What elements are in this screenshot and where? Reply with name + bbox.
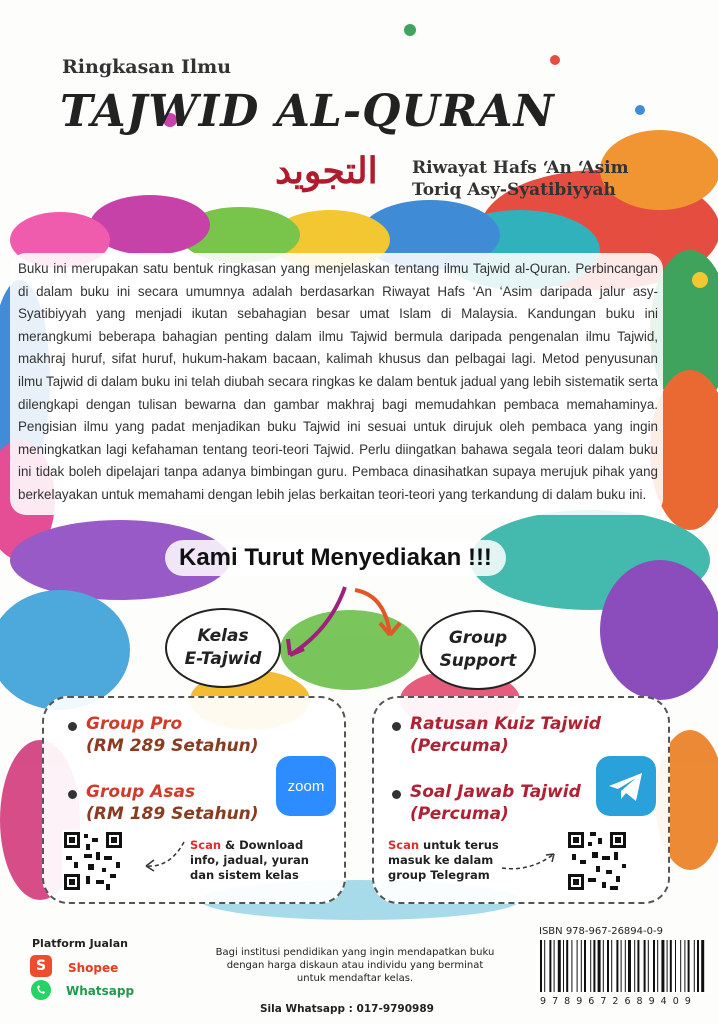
bullet-icon bbox=[68, 722, 77, 731]
riwayat-line: Riwayat Hafs ‘An ‘Asim bbox=[412, 158, 629, 178]
scan-text: masuk ke dalam bbox=[388, 853, 494, 867]
toriq-line: Toriq Asy-Syatibiyyah bbox=[412, 180, 616, 200]
kuiz-note: (Percuma) bbox=[410, 736, 509, 756]
zoom-label: zoom bbox=[287, 777, 325, 795]
barcode-bar bbox=[540, 940, 542, 992]
whatsapp-link[interactable]: Whatsapp bbox=[66, 984, 135, 998]
notice-line: dengan harga diskaun atau individu yang berminat bbox=[226, 960, 484, 971]
isbn-text: ISBN 978-967-26894-0-9 bbox=[539, 926, 663, 937]
barcode-bar bbox=[628, 940, 631, 992]
offer-heading: Kami Turut Menyediakan !!! bbox=[165, 540, 506, 576]
bullet-icon bbox=[392, 722, 401, 731]
scan-text: & Download bbox=[221, 838, 304, 852]
left-arrow-icon bbox=[290, 587, 345, 655]
barcode-bar bbox=[549, 940, 551, 992]
barcode-bar bbox=[648, 940, 649, 992]
barcode-bar bbox=[544, 940, 545, 992]
group-support-bubble bbox=[420, 610, 536, 690]
bubble-line: Group bbox=[448, 628, 508, 648]
barcode-bar bbox=[611, 940, 612, 992]
kelas-e-tajwid-bubble bbox=[165, 608, 281, 688]
barcode-bar bbox=[571, 940, 572, 992]
barcode-bar bbox=[657, 940, 658, 992]
barcode-bar bbox=[675, 940, 676, 992]
barcode-bar bbox=[697, 940, 699, 992]
barcode-bar bbox=[625, 940, 626, 992]
barcode-bar bbox=[554, 940, 555, 992]
scan-text: dan sistem kelas bbox=[190, 868, 299, 882]
zoom-icon bbox=[276, 756, 336, 816]
barcode-bar bbox=[603, 940, 604, 992]
barcode-bar bbox=[563, 940, 564, 992]
barcode-bar bbox=[581, 940, 582, 992]
barcode-bar bbox=[616, 940, 618, 992]
barcode-bar bbox=[661, 940, 664, 992]
barcode-bar bbox=[694, 940, 695, 992]
bubble-line: E-Tajwid bbox=[184, 649, 262, 669]
shopee-icon: S bbox=[30, 955, 52, 977]
book-description: Buku ini merupakan satu bentuk ringkasan yang menjelaskan tentang ilmu Tajwid al-Quran. Perbincangan di dalam buku ini secara umumnya adalah berdasarkan Riwayat Hafs ‘An ‘Asim daripada jalur asy-Syatibiyyah yang menjadi ikutan sebahagian besar umat Islam di Malaysia. Kandungan buku ini merangkumi beberapa bahagian penting dalam ilmu Tajwid bermula daripada pengenalan ilmu Tajwid, makhraj huruf, sifat huruf, hukum-hakam bacaan, kalimah khusus dan pelbagai lagi. Metod penyusunan ilmu Tajwid di dalam buku ini telah diubah secara ringkas ke dalam bentuk jadual yang lebih sistematik serta dilengkapi dengan tulisan bewarna dan gambar makhraj bagi memudahkan pembaca memahaminya. Pengisian ilmu yang padat menjadikan buku Tajwid ini sesuai untuk dirujuk oleh pembaca yang ingin meningkatkan lagi kefahaman tentang teori-teori Tajwid. Perlu diingatkan bahawa segala teori dalam buku ini tidak boleh dipelajari tanpa adanya bimbingan guru. Pembaca dinasihatkan supaya merujuk pihak yang berkelayakan untuk memahami dengan lebih jelas berkaitan teori-teori yang terkandung di dalam buku ini. bbox=[18, 261, 658, 502]
barcode-bar bbox=[607, 940, 609, 992]
book-title: TAJWID AL-QURAN bbox=[60, 86, 555, 137]
barcode-bar bbox=[558, 940, 561, 992]
barcode-bar bbox=[653, 940, 655, 992]
barcode-bar bbox=[701, 940, 704, 992]
bullet-icon bbox=[68, 790, 77, 799]
barcode-bar bbox=[566, 940, 568, 992]
scan-text: info, jadual, yuran bbox=[190, 853, 309, 867]
group-pro-price: (RM 289 Setahun) bbox=[86, 736, 259, 756]
soal-jawab-label: Soal Jawab Tajwid bbox=[410, 782, 581, 802]
e-tajwid-class-card bbox=[42, 696, 346, 904]
whatsapp-icon bbox=[30, 979, 52, 1001]
scan-word: Scan bbox=[190, 838, 222, 852]
notice-line: Bagi institusi pendidikan yang ingin mendapatkan buku bbox=[215, 947, 495, 958]
bullet-icon bbox=[392, 790, 401, 799]
whatsapp-contact: Sila Whatsapp : 017-9790989 bbox=[260, 1003, 434, 1015]
telegram-icon bbox=[596, 756, 656, 816]
notice-line: untuk mendaftar kelas. bbox=[296, 973, 414, 984]
barcode-bar bbox=[598, 940, 601, 992]
group-asas-price: (RM 189 Setahun) bbox=[86, 804, 259, 824]
bubble-line: Support bbox=[439, 651, 517, 671]
barcode-bar bbox=[644, 940, 646, 992]
barcode-icon bbox=[536, 938, 712, 994]
qr-code-icon[interactable] bbox=[566, 830, 628, 892]
scan-telegram-text bbox=[388, 838, 499, 883]
barcode-bar bbox=[688, 940, 690, 992]
dashed-arrow-icon bbox=[140, 838, 186, 874]
institution-notice bbox=[200, 946, 510, 985]
scan-word: Scan bbox=[388, 838, 420, 852]
qr-code-icon[interactable] bbox=[62, 830, 124, 892]
barcode-bar bbox=[621, 940, 622, 992]
barcode-bar bbox=[684, 940, 685, 992]
bubble-line: Kelas bbox=[197, 626, 249, 646]
platform-label: Platform Jualan bbox=[32, 937, 128, 950]
barcode-bar bbox=[634, 940, 635, 992]
barcode-bar bbox=[593, 940, 595, 992]
soal-jawab-note: (Percuma) bbox=[410, 804, 509, 824]
barcode-bar bbox=[637, 940, 639, 992]
kuiz-label: Ratusan Kuiz Tajwid bbox=[410, 714, 601, 734]
barcode-bar bbox=[590, 940, 591, 992]
barcode-bar bbox=[667, 940, 668, 992]
barcode-bar bbox=[670, 940, 672, 992]
arrows-graphic bbox=[270, 575, 430, 675]
barcode-bar bbox=[584, 940, 586, 992]
barcode-bar bbox=[680, 940, 681, 992]
barcode-digits: 9 7 8 9 6 7 2 6 8 9 4 0 9 bbox=[540, 996, 693, 1007]
group-pro-label: Group Pro bbox=[86, 714, 183, 734]
dashed-arrow-icon bbox=[500, 846, 560, 876]
shopee-link[interactable]: Shopee bbox=[68, 961, 119, 975]
barcode-bar bbox=[577, 940, 578, 992]
group-support-card bbox=[372, 696, 670, 904]
scan-text: untuk terus bbox=[419, 838, 499, 852]
scan-text: group Telegram bbox=[388, 868, 490, 882]
book-subtitle: Ringkasan Ilmu bbox=[62, 56, 232, 78]
group-asas-label: Group Asas bbox=[86, 782, 196, 802]
scan-download-text bbox=[190, 838, 309, 883]
arabic-calligraphy-title: التجويد bbox=[275, 150, 378, 192]
